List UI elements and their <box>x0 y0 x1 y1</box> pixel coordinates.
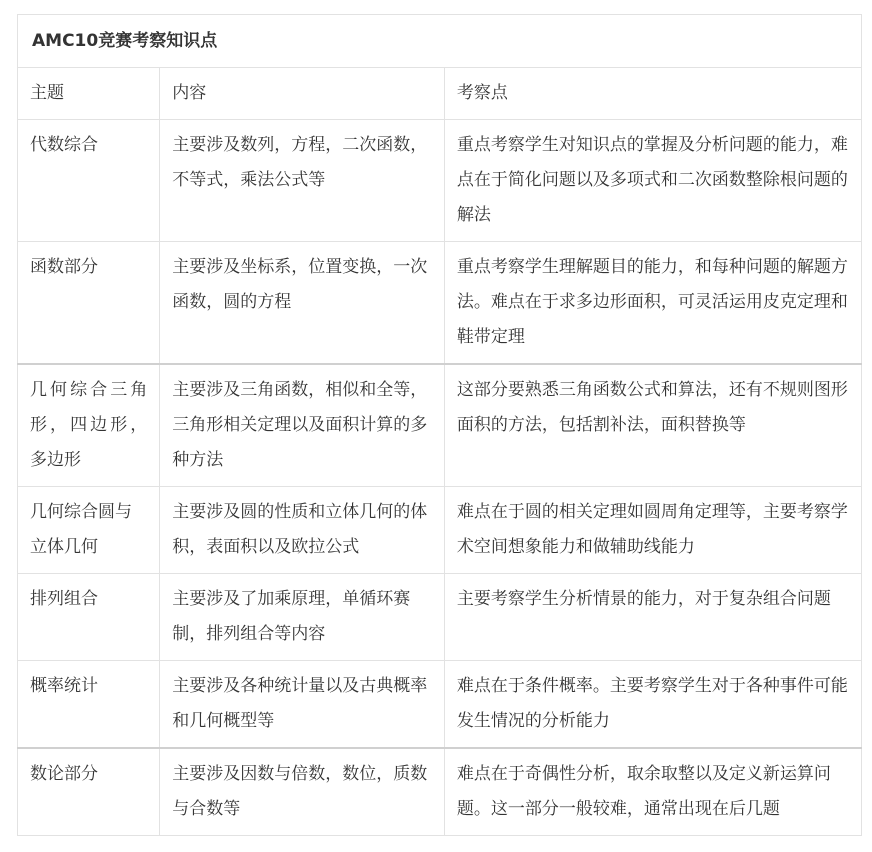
row-topic: 概率统计 <box>18 661 160 749</box>
row-topic: 排列组合 <box>18 574 160 661</box>
table-row <box>18 487 862 574</box>
row-topic: 几何综合圆与立体几何 <box>18 487 160 574</box>
row-content: 主要涉及因数与倍数，数位，质数与合数等 <box>160 748 445 836</box>
row-focus: 重点考察学生对知识点的掌握及分析问题的能力，难点在于简化问题以及多项式和二次函数整除根问题的解法 <box>444 120 861 242</box>
row-content: 主要涉及数列，方程，二次函数，不等式，乘法公式等 <box>160 120 445 242</box>
table-row <box>18 242 862 365</box>
row-focus: 重点考察学生理解题目的能力，和每种问题的解题方法。难点在于求多边形面积，可灵活运用皮克定理和鞋带定理 <box>444 242 861 365</box>
header-focus: 考察点 <box>444 68 861 120</box>
row-content: 主要涉及了加乘原理，单循环赛制，排列组合等内容 <box>160 574 445 661</box>
table-header-row <box>18 68 862 120</box>
knowledge-table-container <box>17 14 862 836</box>
row-focus: 这部分要熟悉三角函数公式和算法，还有不规则图形面积的方法，包括割补法，面积替换等 <box>444 364 861 487</box>
row-content: 主要涉及圆的性质和立体几何的体积，表面积以及欧拉公式 <box>160 487 445 574</box>
table-title: AMC10竞赛考察知识点 <box>18 15 862 68</box>
table-row <box>18 748 862 836</box>
header-topic: 主题 <box>18 68 160 120</box>
table-title-row <box>18 15 862 68</box>
table-row <box>18 661 862 749</box>
row-content: 主要涉及三角函数，相似和全等，三角形相关定理以及面积计算的多种方法 <box>160 364 445 487</box>
row-topic: 代数综合 <box>18 120 160 242</box>
header-content: 内容 <box>160 68 445 120</box>
row-topic: 几何综合三角形，四边形，多边形 <box>18 364 160 487</box>
row-focus: 主要考察学生分析情景的能力，对于复杂组合问题 <box>444 574 861 661</box>
row-content: 主要涉及各种统计量以及古典概率和几何概型等 <box>160 661 445 749</box>
row-topic: 函数部分 <box>18 242 160 365</box>
row-content: 主要涉及坐标系，位置变换，一次函数，圆的方程 <box>160 242 445 365</box>
row-focus: 难点在于条件概率。主要考察学生对于各种事件可能发生情况的分析能力 <box>444 661 861 749</box>
table-row <box>18 574 862 661</box>
table-row <box>18 120 862 242</box>
row-focus: 难点在于圆的相关定理如圆周角定理等，主要考察学术空间想象能力和做辅助线能力 <box>444 487 861 574</box>
row-topic: 数论部分 <box>18 748 160 836</box>
knowledge-table <box>17 14 862 836</box>
row-focus: 难点在于奇偶性分析，取余取整以及定义新运算问题。这一部分一般较难，通常出现在后几题 <box>444 748 861 836</box>
table-row <box>18 364 862 487</box>
